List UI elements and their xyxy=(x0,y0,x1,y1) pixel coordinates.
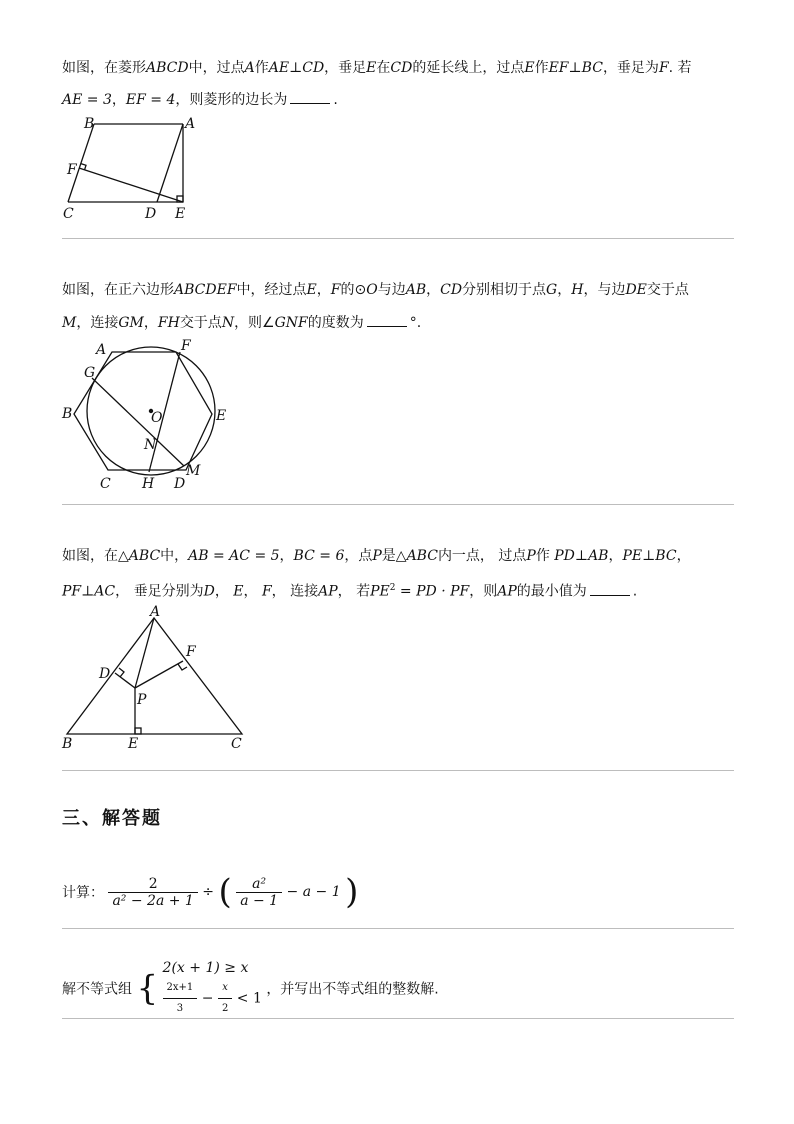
q1-figure xyxy=(60,112,200,224)
divider xyxy=(62,770,734,771)
label-g: G xyxy=(84,365,96,381)
fraction-1: $\frac{2}{\text{a² − 2a + 1}}$ xyxy=(108,876,197,909)
segment-ap xyxy=(135,618,154,688)
answer-blank xyxy=(590,583,630,596)
answer-blank xyxy=(367,314,407,327)
label-b: B xyxy=(62,736,73,752)
label-e: E xyxy=(216,408,227,424)
q1-line1: 如图，在菱形ABCD中，过点A作AE⊥CD，垂足E在CD的延长线上，过点E作EF⊥BC，垂足为F. 若 xyxy=(62,60,692,76)
divider xyxy=(62,1018,734,1019)
q1-line2: AE = 3，EF = 4，则菱形的边长为 . xyxy=(62,92,338,108)
label-n: N xyxy=(144,437,157,453)
inequality-1: 2(x + 1) ≥ x xyxy=(162,960,249,976)
label-m: M xyxy=(186,463,201,479)
q2-line2: M，连接GM，FH交于点N，则∠GNF的度数为 °. xyxy=(62,315,422,331)
divider xyxy=(62,238,734,239)
label-e: E xyxy=(128,736,139,752)
label-a: A xyxy=(185,116,196,132)
right-angle-f xyxy=(178,664,187,670)
q3-line1: 如图，在△ABC中，AB = AC = 5，BC = 6，点P是△ABC内一点， 过点P作 PD⊥AB，PE⊥BC， xyxy=(62,548,691,564)
label-d: D xyxy=(145,206,157,222)
label-h: H xyxy=(142,476,155,492)
q3-figure xyxy=(60,600,250,756)
label-c: C xyxy=(100,476,111,492)
label-d: D xyxy=(174,476,186,492)
q5-system: 解不等式组 { 2(x + 1) ≥ x $\frac{2x+1}{3}$ − $\frac{x}{2}$ < 1 ，并写出不等式组的整数解. xyxy=(62,958,439,1019)
triangle-abc xyxy=(67,618,242,734)
q3-line2: PF⊥AC， 垂足分别为D， E， F， 连接AP， 若$PE^2$ = PD · PF，则AP的最小值为 . xyxy=(62,583,638,600)
label-b: B xyxy=(62,406,73,422)
divider xyxy=(62,928,734,929)
label-d: D xyxy=(99,666,111,682)
label-p: P xyxy=(137,692,147,708)
edge-ad xyxy=(157,124,183,202)
divider xyxy=(62,504,734,505)
segment-pd xyxy=(115,673,135,688)
label-f: F xyxy=(67,162,77,178)
label-c: C xyxy=(231,736,242,752)
inequality-2: $\frac{2x+1}{3}$ − $\frac{x}{2}$ < 1 xyxy=(163,978,262,1019)
fraction-2: $\frac{\text{a²}}{a - 1}$ xyxy=(236,876,282,909)
section-title: 三、解答题 xyxy=(62,808,162,829)
label-f: F xyxy=(181,338,191,354)
answer-blank xyxy=(290,91,330,104)
label-a: A xyxy=(150,604,161,620)
q2-line1: 如图，在正六边形ABCDEF中，经过点E，F的⊙O与边AB，CD分别相切于点G，H，与边DE交于点 xyxy=(62,282,689,298)
label-a: A xyxy=(96,342,107,358)
segment-fe xyxy=(79,168,183,202)
right-angle-e xyxy=(135,728,141,734)
label-f: F xyxy=(186,644,196,660)
segment-pf xyxy=(135,661,183,688)
label-c: C xyxy=(63,206,74,222)
q4-expression: 计算： $\frac{2}{\text{a² − 2a + 1}}$ ÷ ( $\frac{\text{a²}}{a - 1}$ − a − 1 ) xyxy=(62,872,359,912)
right-angle-d xyxy=(119,668,124,677)
q2-figure xyxy=(60,336,240,494)
label-b: B xyxy=(84,116,95,132)
label-e: E xyxy=(175,206,186,222)
label-o: O xyxy=(151,410,163,426)
